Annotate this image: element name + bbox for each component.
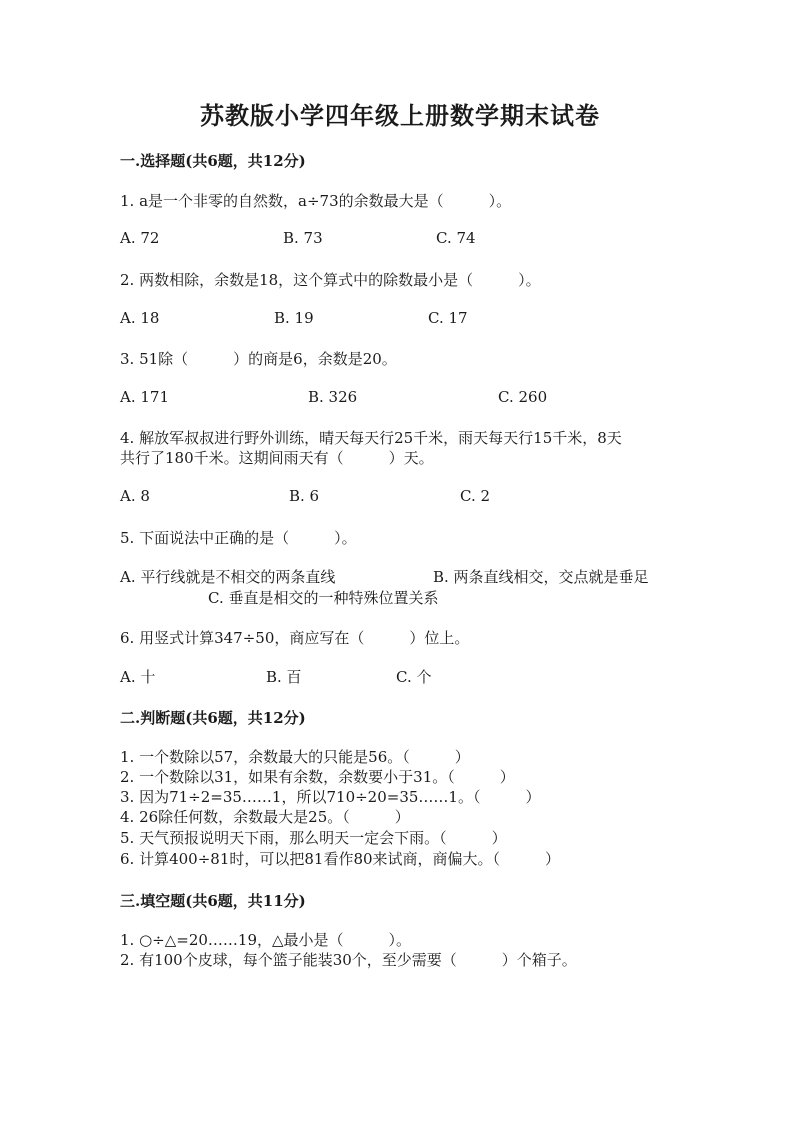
option-b: B. 19 xyxy=(274,309,314,327)
option-c: C. 260 xyxy=(498,388,548,406)
option-a: A. 8 xyxy=(120,487,150,505)
option-b: B. 6 xyxy=(289,487,320,505)
option-c: C. 垂直是相交的一种特殊位置关系 xyxy=(208,589,439,607)
option-c: C. 个 xyxy=(396,668,432,686)
question-text: 2. 两数相除，余数是18，这个算式中的除数最小是（ ）。 xyxy=(120,271,541,289)
judgement-item: 6. 计算400÷81时，可以把81看作80来试商，商偏大。（ ） xyxy=(120,850,561,868)
question-text-line1: 4. 解放军叔叔进行野外训练，晴天每天行25千米，雨天每天行15千米，8天 xyxy=(120,429,622,447)
option-b: B. 326 xyxy=(308,388,358,406)
judgement-item: 3. 因为71÷2=35……1，所以710÷20=35……1。（ ） xyxy=(120,788,541,806)
option-b: B. 百 xyxy=(266,668,302,686)
section-heading-judgement: 二.判断题(共6题，共12分) xyxy=(120,709,306,727)
question-text: 6. 用竖式计算347÷50，商应写在（ ）位上。 xyxy=(120,629,470,647)
judgement-item: 1. 一个数除以57，余数最大的只能是56。（ ） xyxy=(120,748,470,766)
judgement-item: 2. 一个数除以31，如果有余数，余数要小于31。（ ） xyxy=(120,768,515,786)
question-text: 3. 51除（ ）的商是6，余数是20。 xyxy=(120,350,397,368)
judgement-item: 4. 26除任何数，余数最大是25。（ ） xyxy=(120,808,410,826)
option-a: A. 72 xyxy=(120,229,160,247)
question-text-line2: 共行了180千米。这期间雨天有（ ）天。 xyxy=(120,449,434,467)
fill-blank-item: 1. ○÷△=20……19，△最小是（ ）。 xyxy=(120,931,412,949)
judgement-item: 5. 天气预报说明天下雨，那么明天一定会下雨。（ ） xyxy=(120,829,507,847)
question-text: 5. 下面说法中正确的是（ ）。 xyxy=(120,529,357,547)
section-heading-fill-blank: 三.填空题(共6题，共11分) xyxy=(120,892,306,910)
option-c: C. 2 xyxy=(460,487,491,505)
page-title: 苏教版小学四年级上册数学期末试卷 xyxy=(200,101,600,130)
section-heading-choice: 一.选择题(共6题，共12分) xyxy=(120,152,306,170)
option-a: A. 171 xyxy=(120,388,169,406)
option-b: B. 73 xyxy=(283,229,323,247)
option-a: A. 18 xyxy=(120,309,160,327)
option-b: B. 两条直线相交，交点就是垂足 xyxy=(433,568,649,586)
option-c: C. 74 xyxy=(436,229,476,247)
question-text: 1. a是一个非零的自然数，a÷73的余数最大是（ ）。 xyxy=(120,192,512,210)
option-a: A. 十 xyxy=(120,668,156,686)
option-a: A. 平行线就是不相交的两条直线 xyxy=(120,568,336,586)
fill-blank-item: 2. 有100个皮球，每个篮子能装30个，至少需要（ ）个箱子。 xyxy=(120,951,577,969)
option-c: C. 17 xyxy=(428,309,468,327)
